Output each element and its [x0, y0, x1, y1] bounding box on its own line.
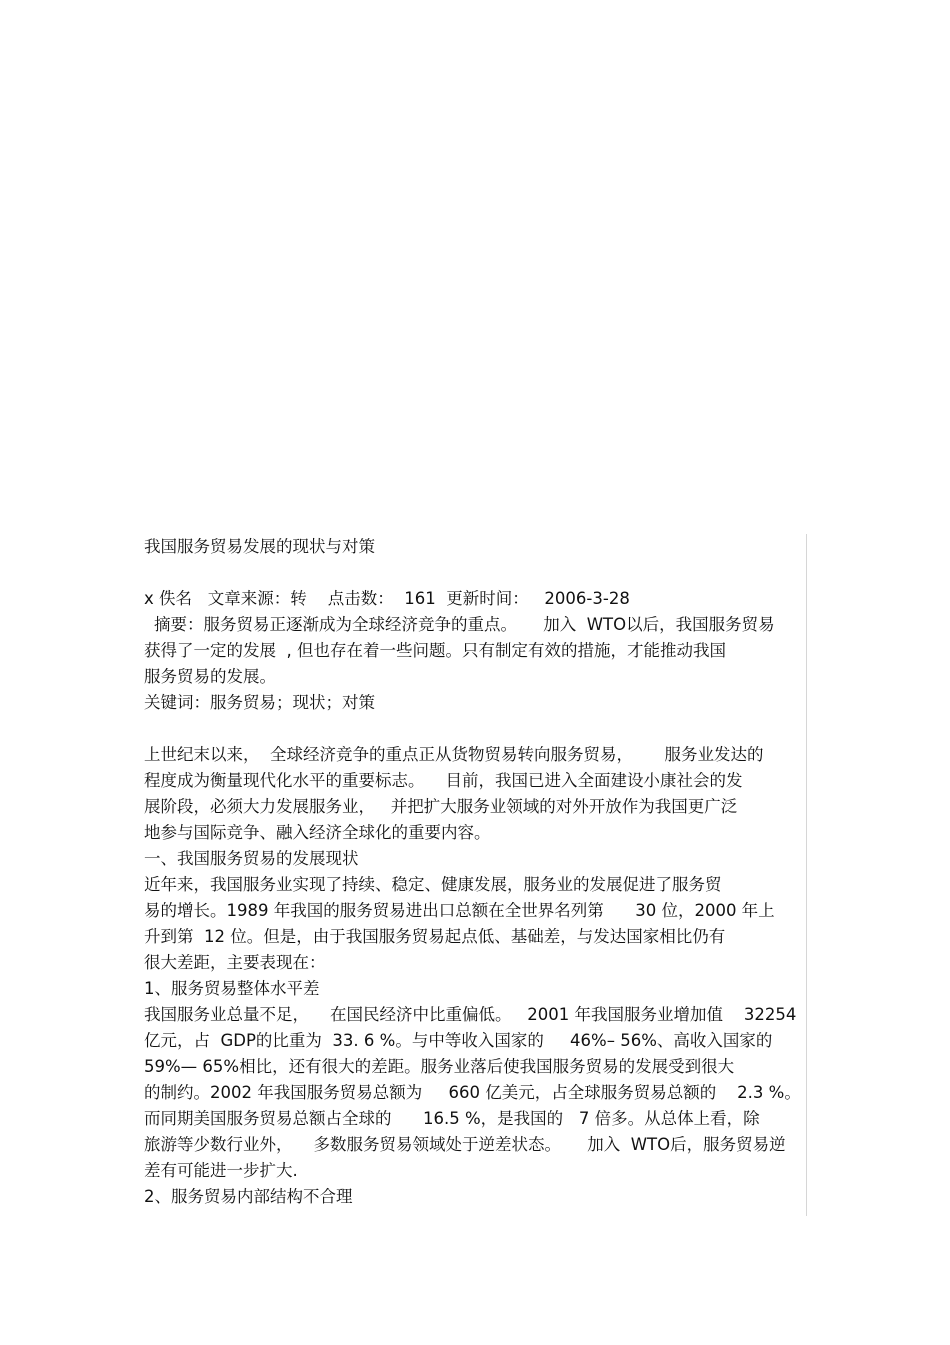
sub1-paragraph	[144, 1002, 808, 1184]
section1-paragraph	[144, 872, 808, 976]
intro-line: 上世纪末以来， 全球经济竞争的重点正从货物贸易转向服务贸易， 服务业发达的	[144, 745, 764, 764]
sub1-line: 差有可能进一步扩大.	[144, 1161, 298, 1180]
section1-line: 近年来，我国服务业实现了持续、稳定、健康发展，服务业的发展促进了服务贸	[144, 875, 722, 894]
sub1-line: 的制约。2002 年我国服务贸易总额为 660 亿美元，占全球服务贸易总额的 2.3 %。	[144, 1083, 801, 1102]
subsection-heading: 1、服务贸易整体水平差	[144, 979, 320, 998]
sub1-line: 旅游等少数行业外， 多数服务贸易领域处于逆差状态。 加入 WTO后，服务贸易逆	[144, 1135, 786, 1154]
spacer	[144, 560, 808, 586]
intro-line: 程度成为衡量现代化水平的重要标志。 目前，我国已进入全面建设小康社会的发	[144, 771, 743, 790]
abstract-block	[144, 612, 808, 690]
intro-line: 地参与国际竞争、融入经济全球化的重要内容。	[144, 823, 491, 842]
section1-line: 易的增长。1989 年我国的服务贸易进出口总额在全世界名列第 30 位，2000 年上	[144, 901, 775, 920]
sub1-line: 我国服务业总量不足， 在国民经济中比重偏低。 2001 年我国服务业增加值 32254	[144, 1005, 797, 1024]
abstract-line: 服务贸易的发展。	[144, 667, 276, 686]
article-title: 我国服务贸易发展的现状与对策	[144, 537, 375, 556]
intro-line: 展阶段，必须大力发展服务业， 并把扩大服务业领域的对外开放作为我国更广泛	[144, 797, 738, 816]
intro-paragraph	[144, 742, 808, 846]
section-heading: 一、我国服务贸易的发展现状	[144, 849, 359, 868]
article-meta-line: x 佚名 文章来源：转 点击数： 161 更新时间： 2006-3-28	[144, 589, 630, 608]
article-content	[144, 534, 808, 1210]
subsection-heading: 2、服务贸易内部结构不合理	[144, 1187, 353, 1206]
abstract-line: 获得了一定的发展 , 但也存在着一些问题。只有制定有效的措施，才能推动我国	[144, 641, 726, 660]
section1-line: 升到第 12 位。但是，由于我国服务贸易起点低、基础差，与发达国家相比仍有	[144, 927, 726, 946]
sub1-line: 亿元，占 GDP的比重为 33. 6 %。与中等收入国家的 46%– 56%、高收入国家的	[144, 1031, 773, 1050]
section1-line: 很大差距，主要表现在：	[144, 953, 326, 972]
abstract-line: 摘要：服务贸易正逐渐成为全球经济竞争的重点。 加入 WTO以后，我国服务贸易	[154, 615, 775, 634]
sub1-line: 而同期美国服务贸易总额占全球的 16.5 %，是我国的 7 倍多。从总体上看，除	[144, 1109, 760, 1128]
keywords-line: 关键词：服务贸易；现状；对策	[144, 693, 375, 712]
spacer	[144, 716, 808, 742]
sub1-line: 59%— 65%相比，还有很大的差距。服务业落后使我国服务贸易的发展受到很大	[144, 1057, 735, 1076]
